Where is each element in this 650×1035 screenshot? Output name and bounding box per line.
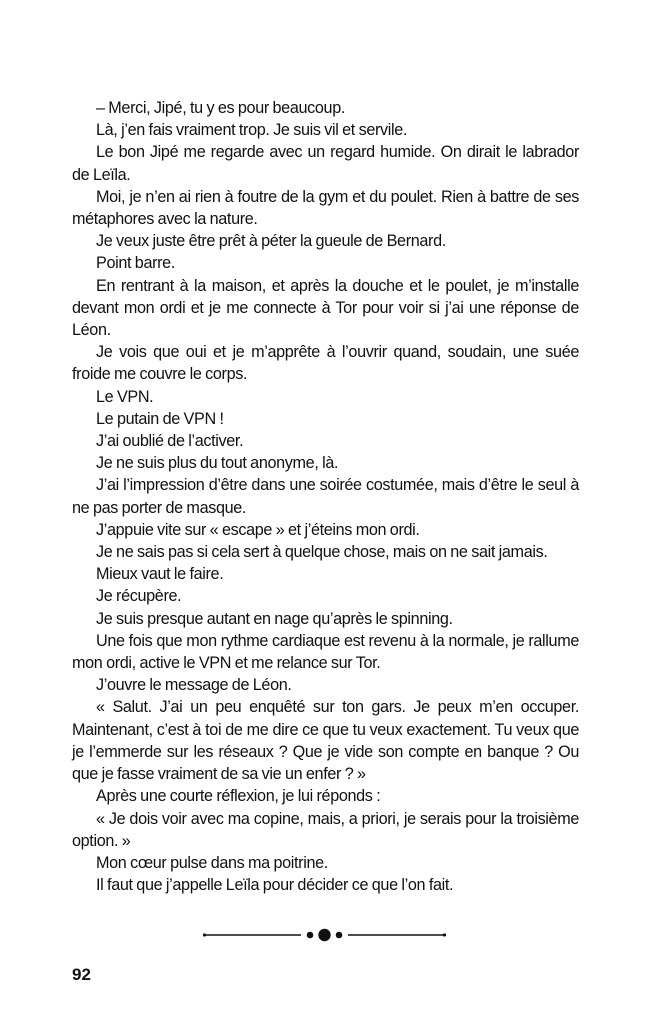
paragraph: Je veux juste être prêt à péter la gueule de Bernard. — [96, 232, 446, 251]
paragraph: Après une courte réflexion, je lui réponds : — [96, 787, 381, 806]
paragraph: Je ne sais pas si cela sert à quelque chose, mais on ne sait jamais. — [96, 543, 548, 562]
section-separator-ornament — [203, 926, 446, 944]
paragraph: En rentrant à la maison, et après la douche et le poulet, je m’installe devant mon ordi et je me connecte à Tor pour voir si j’ai une réponse de Léon. — [72, 276, 579, 340]
paragraph: Il faut que j’appelle Leïla pour décider ce que l’on fait. — [96, 876, 454, 895]
paragraph: Là, j’en fais vraiment trop. Je suis vil et servile. — [96, 121, 408, 140]
paragraph: Je suis presque autant en nage qu’après le spinning. — [96, 609, 453, 628]
paragraph: Mieux vaut le faire. — [96, 565, 224, 584]
paragraph: J’ai oublié de l’activer. — [96, 432, 244, 451]
paragraph: J’ouvre le message de Léon. — [96, 676, 292, 695]
paragraph: Mon cœur pulse dans ma poitrine. — [96, 853, 328, 872]
paragraph: Le bon Jipé me regarde avec un regard humide. On dirait le labrador de Leïla. — [72, 143, 579, 184]
paragraph: Une fois que mon rythme cardiaque est revenu à la normale, je rallume mon ordi, active le VPN et me relance sur Tor. — [72, 631, 579, 673]
paragraph: Je ne suis plus du tout anonyme, là. — [96, 454, 339, 473]
paragraph: Je récupère. — [96, 587, 182, 606]
paragraph: – Merci, Jipé, tu y es pour beaucoup. — [96, 99, 345, 117]
page-number: 92 — [72, 965, 91, 984]
paragraph: Je vois que oui et je m’apprête à l’ouvrir quand, soudain, une suée froide me couvre le corps. — [72, 343, 579, 384]
body-text — [72, 97, 579, 896]
paragraph: J’ai l’impression d’être dans une soirée costumée, mais d’être le seul à ne pas porter de masque. — [72, 476, 579, 517]
paragraph: « Salut. J’ai un peu enquêté sur ton gars. Je peux m’en occuper. Maintenant, c’est à toi de me dire ce que tu veux exactement. Tu veux que je l’emmerde sur les réseaux ? Que je vide son compte en banque ? Ou que je fasse vraiment de sa vie un enfer ? » — [72, 698, 579, 784]
paragraph: J’appuie vite sur « escape » et j’éteins mon ordi. — [96, 520, 420, 539]
paragraph: « Je dois voir avec ma copine, mais, a priori, je serais pour la troisième option. » — [72, 809, 579, 850]
paragraph: Moi, je n’en ai rien à foutre de la gym et du poulet. Rien à battre de ses métaphores avec la nature. — [72, 187, 579, 229]
paragraph: Le VPN. — [96, 387, 154, 406]
paragraph: Le putain de VPN ! — [96, 409, 224, 428]
paragraph: Point barre. — [96, 254, 175, 273]
